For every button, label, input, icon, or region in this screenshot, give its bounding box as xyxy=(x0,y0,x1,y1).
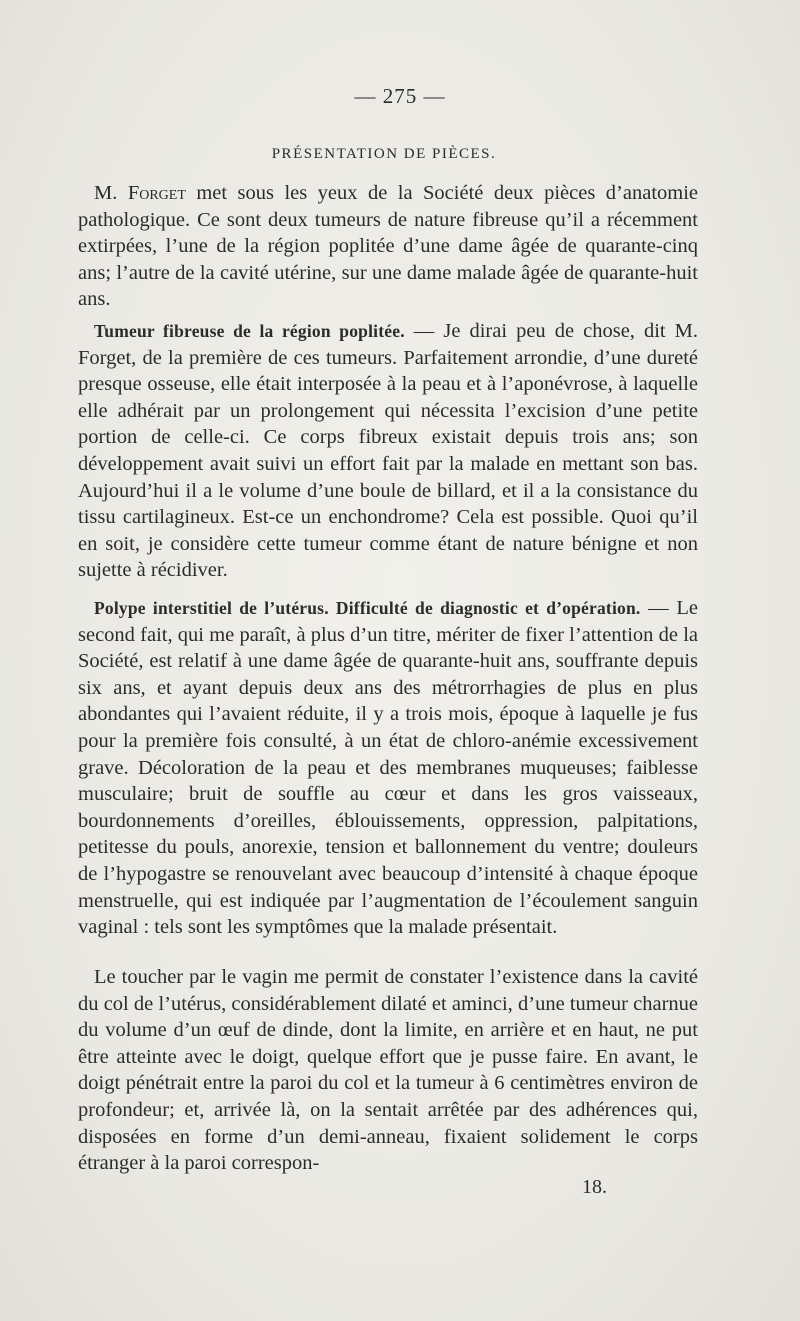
paragraph-text: met sous les yeux de la Société deux pièces d’anatomie pathologique. Ce sont deux tumeurs de nature fibreuse qu’il a récemment extirpées, l’une de la région poplitée d’une dame âgée de quarante-cinq ans; l’autre de la cavité utérine, sur une dame malade âgée de quarante-huit ans. xyxy=(78,182,698,311)
paragraph-popliteal-tumor xyxy=(78,318,698,584)
author-title: M. xyxy=(94,182,118,204)
paragraph-text: Le toucher par le vagin me permit de constater l’existence dans la cavité du col de l’utérus, considérablement dilaté et aminci, d’une tumeur charnue du volume d’un œuf de dinde, dont la limite, en arrière et en haut, ne put être atteinte avec le doigt, quelque effort que je pusse faire. En avant, le doigt pénétrait entre la paroi du col et la tumeur à 6 centimètres environ de profondeur; et, arrivée là, on la sentait arrêtée par des adhérences qui, disposées en forme d’un demi-anneau, fixaient solidement le corps étranger à la paroi correspon- xyxy=(78,966,698,1175)
paragraph-title: Polype interstitiel de l’utérus. Difficulté de diagnostic et d’opération. xyxy=(94,598,641,618)
paragraph-text: — Je dirai peu de chose, dit M. Forget, de la première de ces tumeurs. Parfaitement arrondie, d’une dureté presque osseuse, elle était interposée à la peau et à l’aponévrose, à laquelle elle adhérait par un prolongement qui nécessita l’excision d’une petite portion de celle-ci. Ce corps fibreux existait depuis trois ans; son développement avait suivi un effort fait par la malade en mettant son bas. Aujourd’hui il a le volume d’une boule de billard, et il a la consistance du tissu cartilagineux. Est-ce un enchondrome? Cela est possible. Quoi qu’il en soit, je considère cette tumeur comme étant de nature bénigne et non sujette à récidiver. xyxy=(78,320,698,582)
paragraph-forget-intro xyxy=(78,180,698,313)
paragraph-title: Tumeur fibreuse de la région poplitée. xyxy=(94,321,405,341)
paragraph-uterine-polyp xyxy=(78,595,698,941)
author-name: Forget xyxy=(127,182,186,204)
paragraph-text: — Le second fait, qui me paraît, à plus d’un titre, mériter de fixer l’attention de la Société, est relatif à une dame âgée de quarante-huit ans, souffrante depuis six ans, et ayant depuis deux ans des métrorrhagies de plus en plus abondantes qui l’avaient réduite, il y a trois mois, époque à laquelle je fus pour la première fois consulté, à un état de chloro-anémie excessivement grave. Décoloration de la peau et des membranes muqueuses; faiblesse musculaire; bruit de souffle au cœur et dans les gros vaisseaux, bourdonnements d’oreilles, éblouissements, oppression, palpitations, petitesse du pouls, anorexie, tension et ballonnement du ventre; douleurs de l’hypogastre se renouvelant avec beaucoup d’intensité à chaque époque menstruelle, qui est indiquée par l’augmentation de l’écoulement sanguin vaginal : tels sont les symptômes que la malade présentait. xyxy=(78,597,698,939)
section-heading: PRÉSENTATION DE PIÈCES. xyxy=(271,146,497,162)
paragraph-vaginal-exam xyxy=(78,964,698,1177)
page-number: — 275 — xyxy=(354,84,446,108)
signature-mark: 18. xyxy=(582,1176,607,1198)
